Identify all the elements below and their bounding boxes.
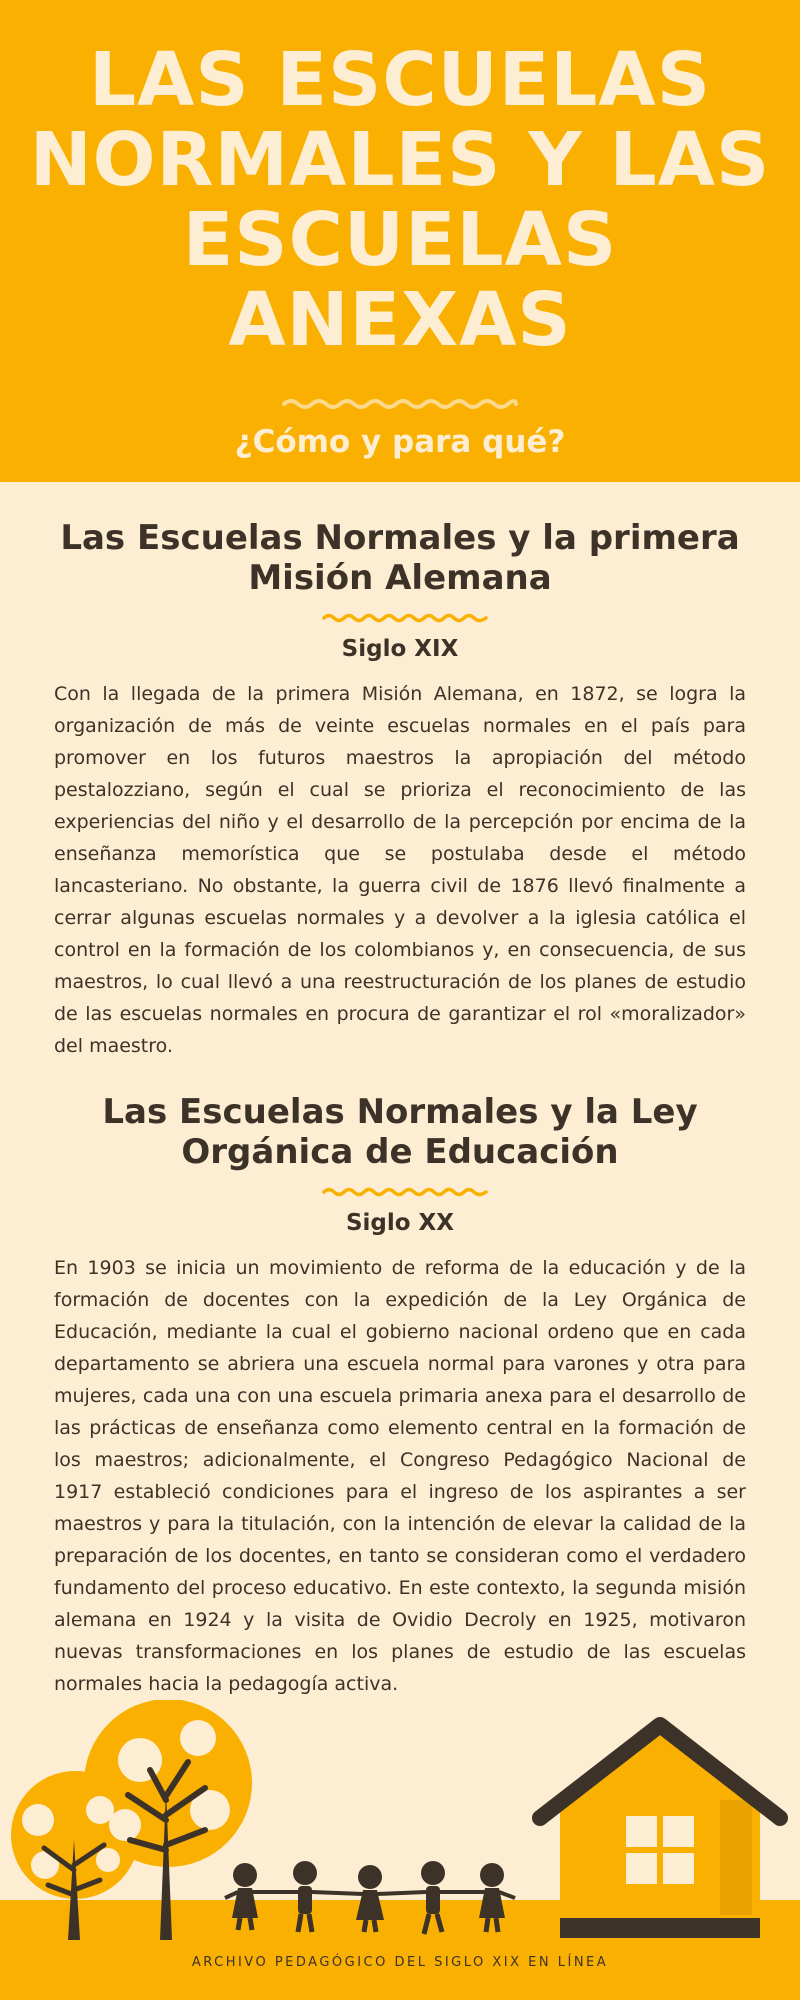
footer-text: ARCHIVO PEDAGÓGICO DEL SIGLO XIX EN LÍNEA: [191, 1955, 609, 1970]
section-2-century: Siglo XX: [345, 1210, 455, 1236]
wave-divider-icon: [282, 396, 518, 412]
children-holding-hands-icon: [225, 1861, 515, 1934]
main-title: LAS ESCUELAS NORMALES Y LAS ESCUELAS ANEXAS: [29, 37, 771, 363]
section-2-text: En 1903 se inicia un movimiento de reforma de la educación y de la formación de docentes con la expedición de la Ley Orgánica de Educación, mediante la cual el gobierno nacional ordeno que en cada departamento se abriera una escuela normal para varones y otra para mujeres, cada una con una escuela primaria anexa para el desarrollo de las prácticas de enseñanza como elemento central en la formación de los maestros; adicionalmente, el Congreso Pedagógico Nacional de 1917 estableció condiciones para el ingreso de los aspirantes a ser maestros y para la titulación, con la intención de elevar la calidad de la preparación de los docentes, en tanto se consideran como el verdadero fundamento del proceso educativo. En este contexto, la segunda misión alemana en 1924 y la visita de Ovidio Decroly en 1925, motivaron nuevas transformaciones en los planes de estudio de las escuelas normales hacia la pedagogía activa.: [54, 1257, 746, 1695]
tree-icon: [11, 1700, 252, 1940]
wave-divider-icon: [322, 1186, 488, 1198]
section-1-text: Con la llegada de la primera Misión Alemana, en 1872, se logra la organización de más de veinte escuelas normales en el país para promover en los futuros maestros la apropiación del método pestalozziano, según el cual se prioriza el reconocimiento de las experiencias del niño y el desarrollo de la percepción por encima de la enseñanza memorística que se postulaba desde el método lancasteriano. No obstante, la guerra civil de 1876 llevó finalmente a cerrar algunas escuelas normales y a devolver a la iglesia católica el control en la formación de los colombianos y, en consecuencia, de sus maestros, lo cual llevó a una reestructuración de los planes de estudio de las escuelas normales en procura de garantizar el rol «moralizador» del maestro.: [54, 683, 746, 1057]
wave-divider-icon: [322, 612, 488, 624]
house-icon: [540, 1725, 780, 1938]
section-1-century: Siglo XIX: [341, 636, 459, 662]
section-2-title: Las Escuelas Normales y la Ley Orgánica de Educación: [102, 1092, 698, 1172]
section-1-title: Las Escuelas Normales y la primera Misión Alemana: [60, 518, 740, 598]
footer-illustration: [0, 1700, 800, 1940]
header-banner: [0, 0, 800, 482]
subtitle: ¿Cómo y para qué?: [234, 424, 566, 460]
